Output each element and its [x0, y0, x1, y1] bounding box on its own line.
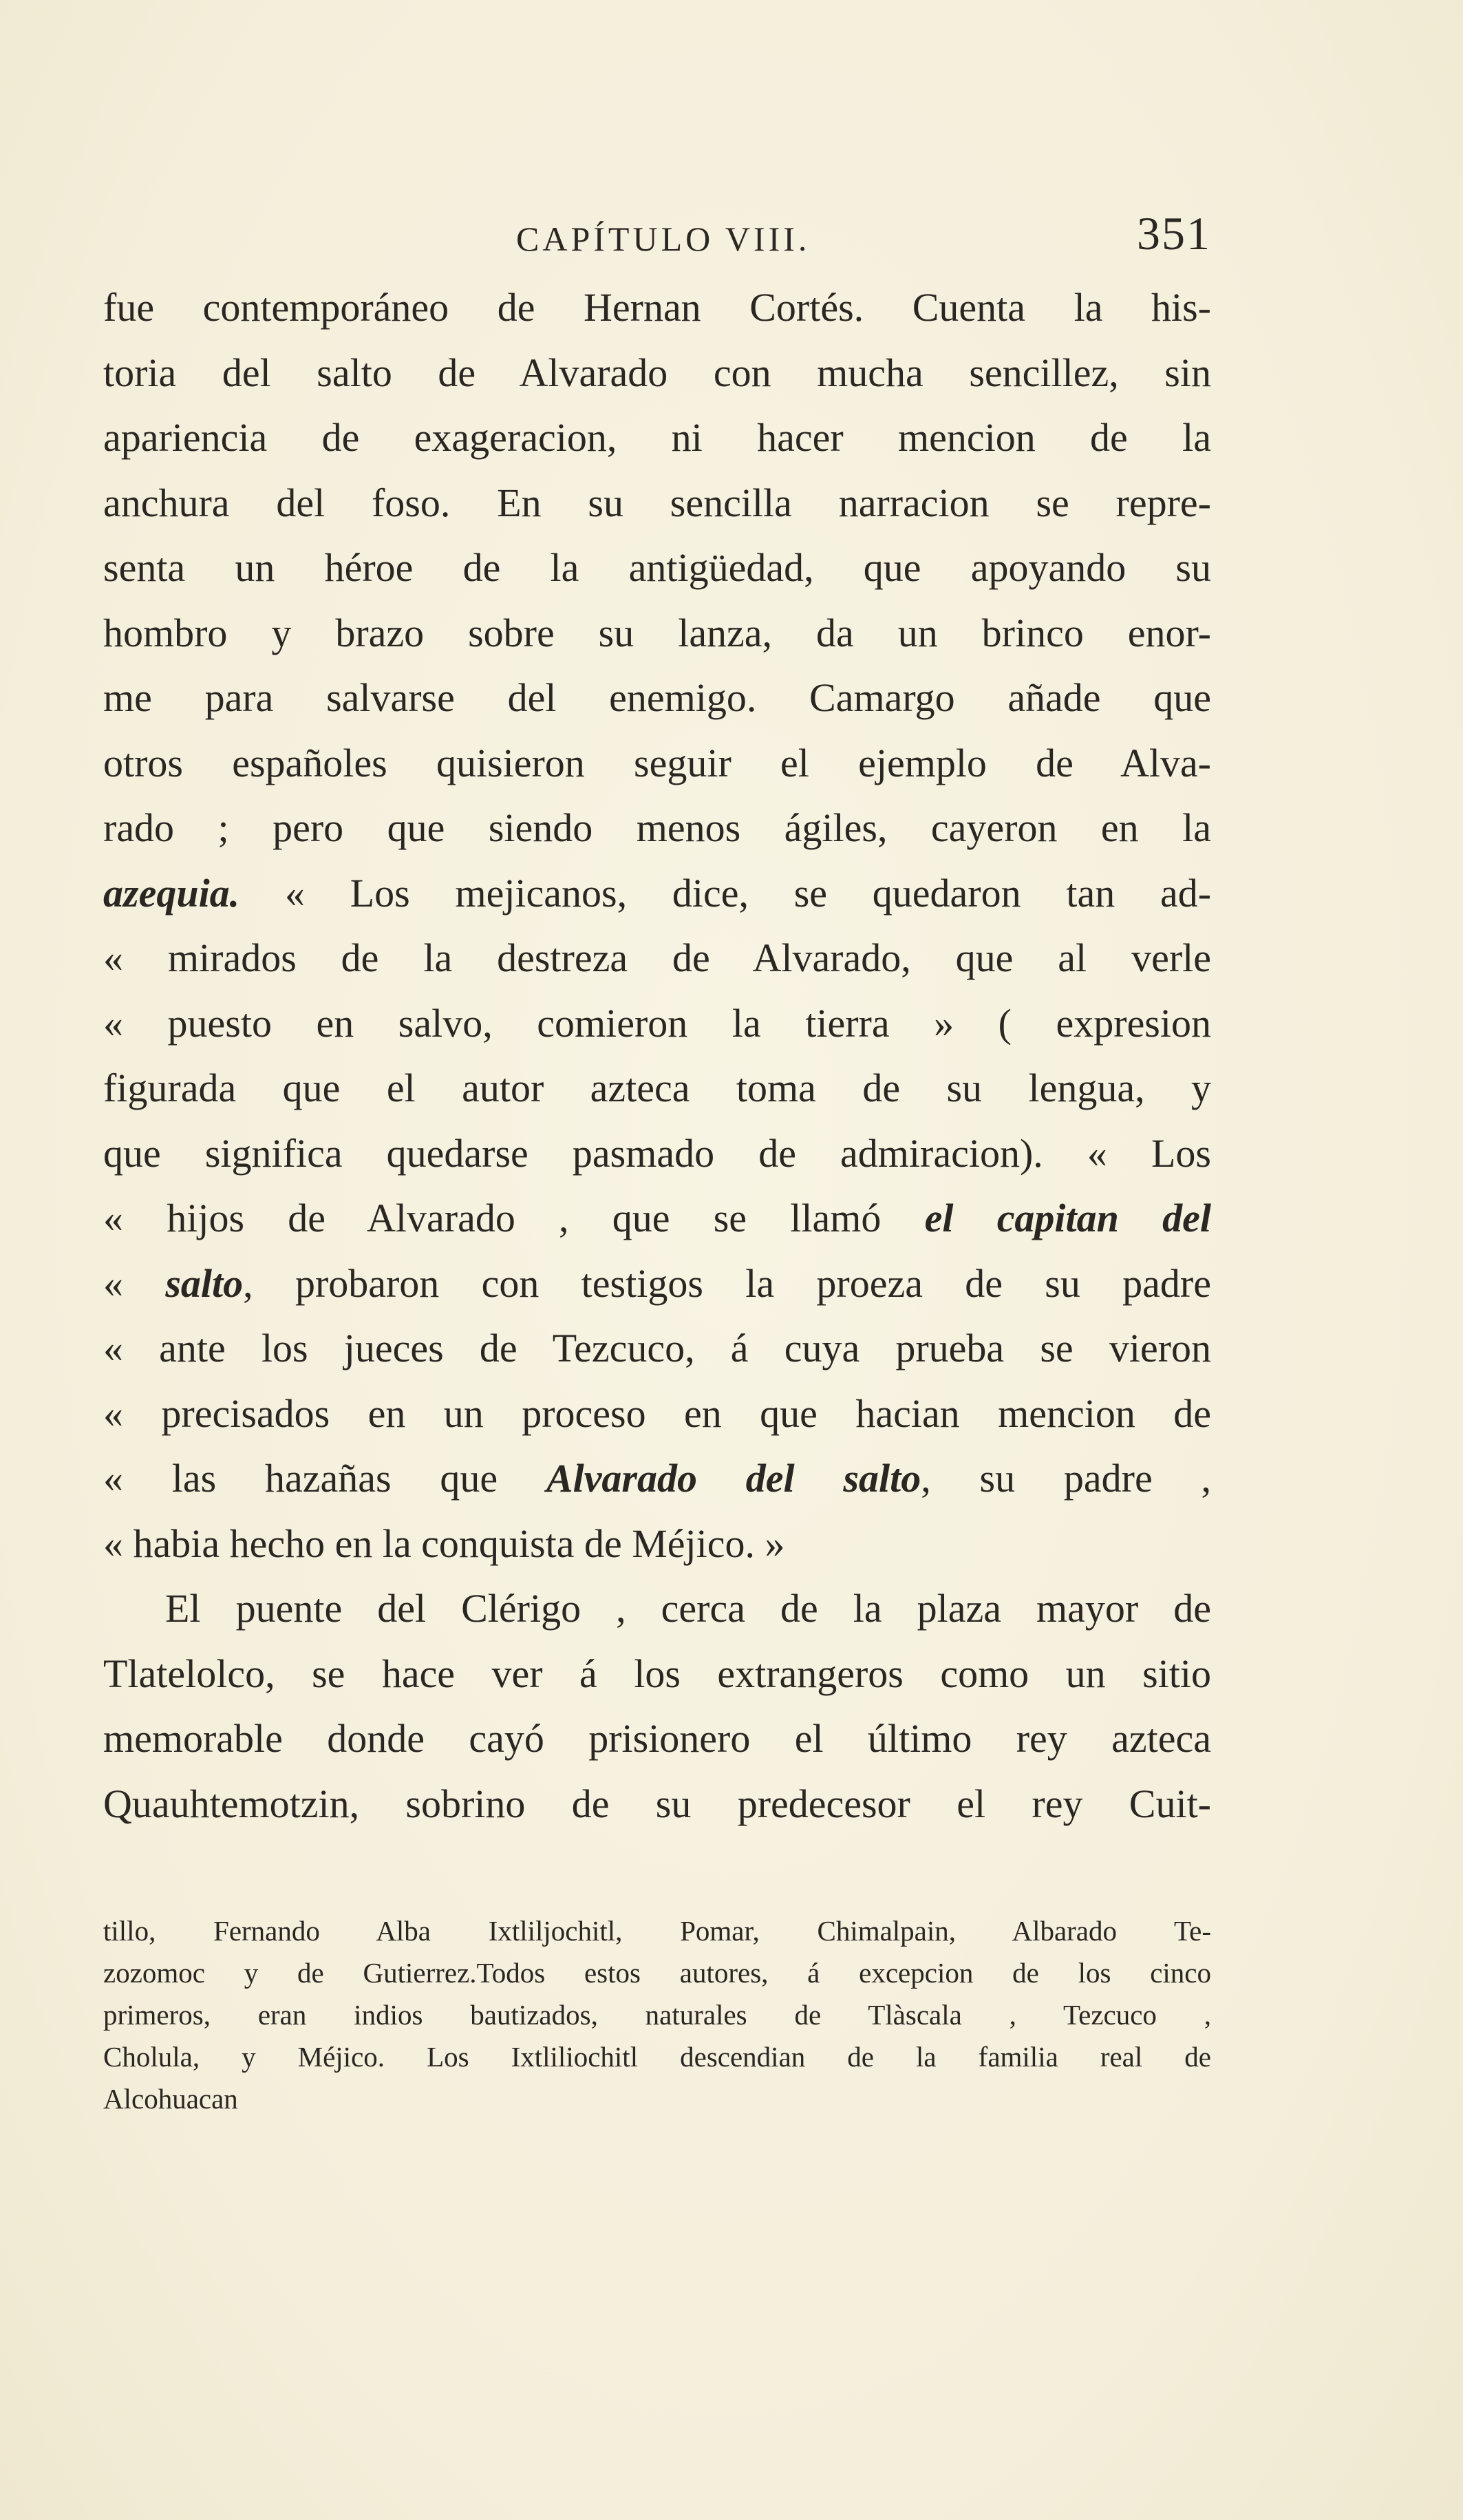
- text-line: [103, 1251, 1211, 1317]
- text-fragment: «: [103, 1260, 123, 1306]
- text-fragment: « Los mejicanos, dice, se quedaron tan ad-: [284, 870, 1211, 915]
- text-line: « ante los jueces de Tezcuco, á cuya prueba se vieron: [103, 1326, 1211, 1370]
- text-line: senta un héroe de la antigüedad, que apoyando su: [103, 545, 1211, 590]
- text-line: toria del salto de Alvarado con mucha sencillez, sin: [103, 350, 1211, 395]
- text-line: « puesto en salvo, comieron la tierra » ( expresion: [103, 1000, 1211, 1046]
- text-line: apariencia de exageracion, ni hacer mencion de la: [103, 415, 1211, 460]
- text-fragment: , su padre ,: [921, 1456, 1211, 1501]
- text-line: « precisados en un proceso en que hacian mencion de: [103, 1390, 1211, 1436]
- text-fragment: « las hazañas que: [103, 1456, 498, 1501]
- text-line: me para salvarse del enemigo. Camargo añade que: [103, 675, 1211, 720]
- text-fragment: « hijos de Alvarado , que se llamó: [103, 1196, 882, 1240]
- running-header: [103, 207, 1211, 275]
- text-line: [103, 1446, 1211, 1512]
- italic-term: salto: [165, 1260, 244, 1306]
- text-line: figurada que el autor azteca toma de su lengua, y: [103, 1066, 1211, 1110]
- main-text: [103, 275, 1211, 1836]
- footnote-line: tillo, Fernando Alba Ixtliljochitl, Pomar, Chimalpain, Albarado Te-: [103, 1915, 1211, 1947]
- italic-term: Alvarado del salto: [546, 1456, 921, 1501]
- text-line: anchura del foso. En su sencilla narracion se repre-: [103, 480, 1211, 525]
- text-line: memorable donde cayó prisionero el último rey azteca: [103, 1716, 1211, 1761]
- footnote-line: primeros, eran indios bautizados, naturales de Tlàscala , Tezcuco ,: [103, 1999, 1211, 2031]
- text-line: hombro y brazo sobre su lanza, da un brinco enor-: [103, 610, 1211, 655]
- text-line: « mirados de la destreza de Alvarado, que al verle: [103, 935, 1211, 980]
- text-line: Tlatelolco, se hace ver á los extrangeros como un sitio: [103, 1651, 1211, 1696]
- footnote: [103, 1910, 1211, 2120]
- text-line: El puente del Clérigo , cerca de la plaza mayor de: [165, 1586, 1211, 1631]
- text-line: otros españoles quisieron seguir el ejemplo de Alva-: [103, 740, 1211, 785]
- page-number: 351: [1137, 207, 1211, 260]
- text-line: rado ; pero que siendo menos ágiles, cayeron en la: [103, 805, 1211, 850]
- text-line: fue contemporáneo de Hernan Cortés. Cuenta la his-: [103, 285, 1211, 330]
- text-line: « habia hecho en la conquista de Méjico. »: [103, 1521, 785, 1566]
- footnote-line: Cholula, y Méjico. Los Ixtliliochitl descendian de la familia real de: [103, 2041, 1211, 2073]
- text-line: que significa quedarse pasmado de admiracion). « Los: [103, 1130, 1211, 1176]
- footnote-line: Alcohuacan: [103, 2083, 238, 2115]
- text-line: Quauhtemotzin, sobrino de su predecesor el rey Cuit-: [103, 1781, 1211, 1826]
- italic-term: azequia.: [103, 870, 240, 915]
- chapter-title: CAPÍTULO VIII.: [516, 220, 811, 258]
- text-fragment: , probaron con testigos la proeza de su padre: [243, 1260, 1211, 1306]
- italic-term: el capitan del: [924, 1196, 1211, 1240]
- text-line: [103, 1186, 1211, 1251]
- text-line: [103, 861, 1211, 927]
- footnote-line: zozomoc y de Gutierrez.Todos estos autores, á excepcion de los cinco: [103, 1957, 1211, 1989]
